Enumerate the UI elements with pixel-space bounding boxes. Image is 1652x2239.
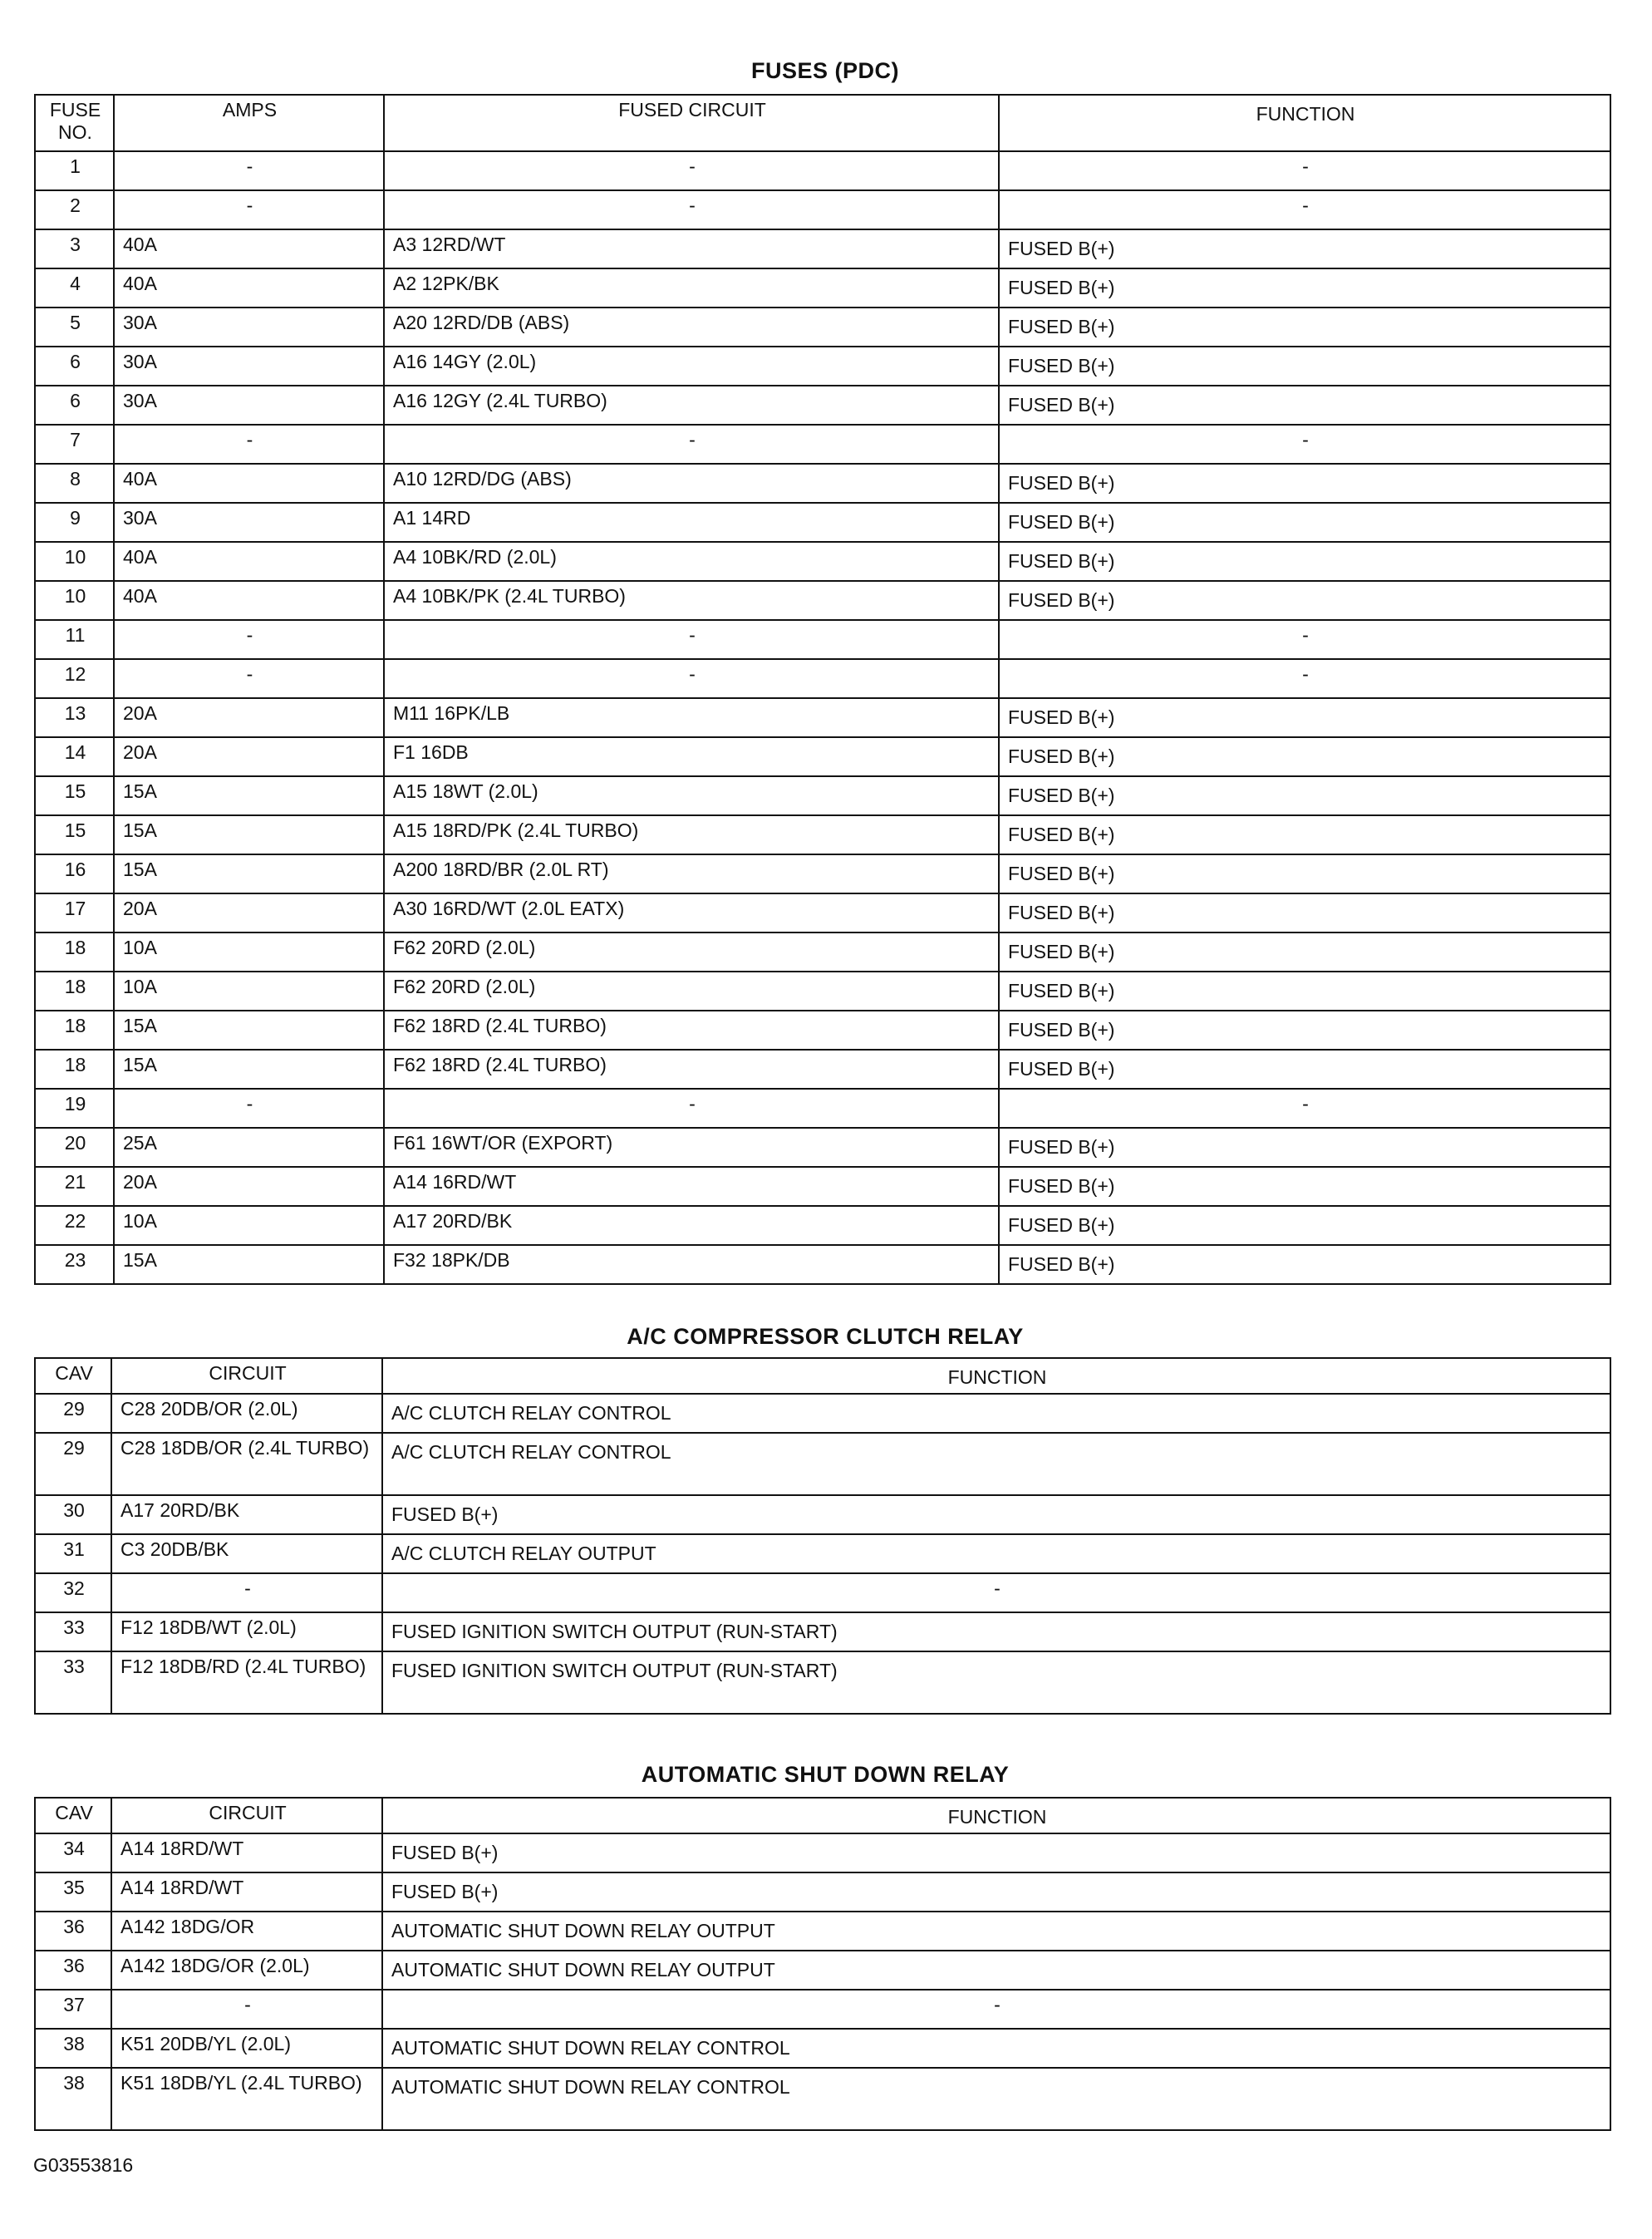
cell-function: - <box>999 425 1610 464</box>
cell-amps: 30A <box>114 347 384 386</box>
cell-amps: - <box>114 190 384 229</box>
cell-fused-circuit: - <box>384 151 999 190</box>
cell-fuse-no: 21 <box>35 1167 114 1206</box>
cell-fused-circuit: A4 10BK/RD (2.0L) <box>384 542 999 581</box>
cell-fuse-no: 6 <box>35 386 114 425</box>
cell-amps: 40A <box>114 542 384 581</box>
cell-amps: 15A <box>114 1011 384 1050</box>
cell-circuit: K51 18DB/YL (2.4L TURBO) <box>111 2068 382 2130</box>
table-row <box>35 1912 1610 1951</box>
cell-function: FUSED B(+) <box>382 1833 1610 1872</box>
cell-function: FUSED B(+) <box>999 1050 1610 1089</box>
table-row <box>35 1011 1610 1050</box>
cell-amps: 20A <box>114 737 384 776</box>
header-cav: CAV <box>35 1798 111 1833</box>
cell-function: FUSED B(+) <box>382 1495 1610 1534</box>
cell-cav: 33 <box>35 1612 111 1651</box>
table-row <box>35 347 1610 386</box>
ac-header-row <box>35 1358 1610 1394</box>
cell-fuse-no: 11 <box>35 620 114 659</box>
cell-amps: - <box>114 425 384 464</box>
cell-function: - <box>382 1990 1610 2029</box>
table-row <box>35 1951 1610 1990</box>
header-circuit: CIRCUIT <box>111 1358 382 1394</box>
table-row <box>35 542 1610 581</box>
cell-amps: 10A <box>114 972 384 1011</box>
header-function: FUNCTION <box>382 1798 1610 1833</box>
table-row <box>35 151 1610 190</box>
cell-amps: - <box>114 1089 384 1128</box>
cell-function: FUSED B(+) <box>999 308 1610 347</box>
cell-fused-circuit: A15 18WT (2.0L) <box>384 776 999 815</box>
table-row <box>35 893 1610 933</box>
cell-amps: 40A <box>114 268 384 308</box>
table-row <box>35 815 1610 854</box>
table-row <box>35 268 1610 308</box>
cell-circuit: - <box>111 1990 382 2029</box>
cell-amps: - <box>114 151 384 190</box>
cell-fused-circuit: A10 12RD/DG (ABS) <box>384 464 999 503</box>
cell-function: FUSED B(+) <box>999 1128 1610 1167</box>
cell-fused-circuit: - <box>384 425 999 464</box>
table-row <box>35 464 1610 503</box>
table-row <box>35 1167 1610 1206</box>
ac-relay-table <box>34 1357 1611 1715</box>
cell-function: FUSED B(+) <box>999 386 1610 425</box>
table-row <box>35 659 1610 698</box>
header-cav: CAV <box>35 1358 111 1394</box>
table-row <box>35 308 1610 347</box>
cell-function: FUSED B(+) <box>999 815 1610 854</box>
cell-function: A/C CLUTCH RELAY CONTROL <box>382 1394 1610 1433</box>
cell-circuit: K51 20DB/YL (2.0L) <box>111 2029 382 2068</box>
cell-fuse-no: 10 <box>35 581 114 620</box>
header-amps: AMPS <box>114 95 384 151</box>
cell-function: FUSED B(+) <box>999 776 1610 815</box>
table-row <box>35 1089 1610 1128</box>
cell-function: FUSED B(+) <box>999 972 1610 1011</box>
cell-fused-circuit: A1 14RD <box>384 503 999 542</box>
cell-fused-circuit: - <box>384 620 999 659</box>
table-row <box>35 1245 1610 1284</box>
cell-function: A/C CLUTCH RELAY OUTPUT <box>382 1534 1610 1573</box>
cell-amps: 10A <box>114 933 384 972</box>
table-row <box>35 190 1610 229</box>
table-row <box>35 1495 1610 1534</box>
cell-fused-circuit: - <box>384 659 999 698</box>
cell-function: - <box>999 1089 1610 1128</box>
cell-amps: 15A <box>114 854 384 893</box>
cell-cav: 36 <box>35 1912 111 1951</box>
cell-fused-circuit: F62 20RD (2.0L) <box>384 933 999 972</box>
cell-function: FUSED B(+) <box>999 933 1610 972</box>
table-row <box>35 1833 1610 1872</box>
cell-amps: 20A <box>114 893 384 933</box>
cell-function: AUTOMATIC SHUT DOWN RELAY OUTPUT <box>382 1912 1610 1951</box>
cell-function: FUSED B(+) <box>999 464 1610 503</box>
figure-code: G03553816 <box>33 2154 134 2176</box>
cell-fused-circuit: - <box>384 1089 999 1128</box>
cell-fused-circuit: F1 16DB <box>384 737 999 776</box>
cell-function: - <box>999 190 1610 229</box>
cell-fuse-no: 6 <box>35 347 114 386</box>
cell-amps: 15A <box>114 815 384 854</box>
table-row <box>35 425 1610 464</box>
cell-fused-circuit: A2 12PK/BK <box>384 268 999 308</box>
table-row <box>35 1573 1610 1612</box>
ac-relay-body <box>35 1394 1610 1714</box>
cell-fused-circuit: M11 16PK/LB <box>384 698 999 737</box>
table-row <box>35 1990 1610 2029</box>
cell-fused-circuit: A16 14GY (2.0L) <box>384 347 999 386</box>
cell-fused-circuit: F62 20RD (2.0L) <box>384 972 999 1011</box>
cell-fuse-no: 16 <box>35 854 114 893</box>
cell-function: FUSED B(+) <box>999 893 1610 933</box>
cell-fuse-no: 22 <box>35 1206 114 1245</box>
cell-amps: 30A <box>114 503 384 542</box>
cell-fused-circuit: F32 18PK/DB <box>384 1245 999 1284</box>
cell-circuit: C3 20DB/BK <box>111 1534 382 1573</box>
cell-fused-circuit: A17 20RD/BK <box>384 1206 999 1245</box>
cell-function: AUTOMATIC SHUT DOWN RELAY CONTROL <box>382 2029 1610 2068</box>
table-row <box>35 229 1610 268</box>
cell-function: - <box>999 151 1610 190</box>
cell-circuit: C28 20DB/OR (2.0L) <box>111 1394 382 1433</box>
cell-cav: 38 <box>35 2068 111 2130</box>
cell-amps: 40A <box>114 229 384 268</box>
cell-cav: 37 <box>35 1990 111 2029</box>
table-row <box>35 1433 1610 1495</box>
cell-amps: 30A <box>114 386 384 425</box>
cell-circuit: - <box>111 1573 382 1612</box>
table-row <box>35 776 1610 815</box>
table-row <box>35 737 1610 776</box>
cell-circuit: F12 18DB/WT (2.0L) <box>111 1612 382 1651</box>
cell-cav: 30 <box>35 1495 111 1534</box>
cell-amps: 40A <box>114 464 384 503</box>
table-row <box>35 933 1610 972</box>
cell-fused-circuit: F61 16WT/OR (EXPORT) <box>384 1128 999 1167</box>
cell-fuse-no: 8 <box>35 464 114 503</box>
cell-amps: 15A <box>114 776 384 815</box>
cell-circuit: A142 18DG/OR <box>111 1912 382 1951</box>
cell-amps: - <box>114 620 384 659</box>
cell-cav: 31 <box>35 1534 111 1573</box>
cell-cav: 36 <box>35 1951 111 1990</box>
cell-circuit: A14 18RD/WT <box>111 1833 382 1872</box>
cell-fuse-no: 15 <box>35 776 114 815</box>
cell-circuit: F12 18DB/RD (2.4L TURBO) <box>111 1651 382 1714</box>
cell-fuse-no: 5 <box>35 308 114 347</box>
fuses-title: FUSES (PDC) <box>750 58 899 83</box>
cell-fuse-no: 12 <box>35 659 114 698</box>
cell-cav: 29 <box>35 1394 111 1433</box>
cell-fuse-no: 15 <box>35 815 114 854</box>
cell-cav: 33 <box>35 1651 111 1714</box>
cell-function: FUSED IGNITION SWITCH OUTPUT (RUN-START) <box>382 1651 1610 1714</box>
cell-amps: 10A <box>114 1206 384 1245</box>
table-row <box>35 2068 1610 2130</box>
cell-function: - <box>999 620 1610 659</box>
cell-function: FUSED B(+) <box>999 503 1610 542</box>
cell-function: FUSED IGNITION SWITCH OUTPUT (RUN-START) <box>382 1612 1610 1651</box>
table-row <box>35 698 1610 737</box>
cell-amps: 30A <box>114 308 384 347</box>
cell-circuit: C28 18DB/OR (2.4L TURBO) <box>111 1433 382 1495</box>
cell-fuse-no: 20 <box>35 1128 114 1167</box>
cell-fuse-no: 17 <box>35 893 114 933</box>
cell-amps: 15A <box>114 1245 384 1284</box>
cell-fuse-no: 18 <box>35 1011 114 1050</box>
header-function: FUNCTION <box>382 1358 1610 1394</box>
header-fused-circuit: FUSED CIRCUIT <box>384 95 999 151</box>
asd-relay-title: AUTOMATIC SHUT DOWN RELAY <box>641 1762 1010 1787</box>
table-row <box>35 854 1610 893</box>
cell-fused-circuit: A16 12GY (2.4L TURBO) <box>384 386 999 425</box>
cell-cav: 38 <box>35 2029 111 2068</box>
cell-function: FUSED B(+) <box>999 268 1610 308</box>
cell-fuse-no: 14 <box>35 737 114 776</box>
cell-fuse-no: 18 <box>35 933 114 972</box>
cell-function: FUSED B(+) <box>999 542 1610 581</box>
header-function: FUNCTION <box>999 95 1610 151</box>
fuses-body <box>35 151 1610 1284</box>
cell-fuse-no: 23 <box>35 1245 114 1284</box>
cell-fuse-no: 7 <box>35 425 114 464</box>
cell-circuit: A17 20RD/BK <box>111 1495 382 1534</box>
cell-function: FUSED B(+) <box>382 1872 1610 1912</box>
table-row <box>35 1612 1610 1651</box>
cell-fused-circuit: A14 16RD/WT <box>384 1167 999 1206</box>
table-row <box>35 972 1610 1011</box>
table-row <box>35 2029 1610 2068</box>
cell-function: FUSED B(+) <box>999 1011 1610 1050</box>
cell-function: FUSED B(+) <box>999 1245 1610 1284</box>
cell-circuit: A142 18DG/OR (2.0L) <box>111 1951 382 1990</box>
cell-amps: 40A <box>114 581 384 620</box>
cell-cav: 32 <box>35 1573 111 1612</box>
cell-fused-circuit: A20 12RD/DB (ABS) <box>384 308 999 347</box>
cell-function: FUSED B(+) <box>999 1206 1610 1245</box>
cell-function: FUSED B(+) <box>999 581 1610 620</box>
cell-function: - <box>999 659 1610 698</box>
cell-fuse-no: 18 <box>35 1050 114 1089</box>
cell-function: FUSED B(+) <box>999 854 1610 893</box>
table-row <box>35 1651 1610 1714</box>
cell-fused-circuit: A30 16RD/WT (2.0L EATX) <box>384 893 999 933</box>
table-row <box>35 1872 1610 1912</box>
table-row <box>35 581 1610 620</box>
cell-fuse-no: 4 <box>35 268 114 308</box>
cell-cav: 34 <box>35 1833 111 1872</box>
cell-fuse-no: 3 <box>35 229 114 268</box>
table-row <box>35 620 1610 659</box>
fuses-table <box>34 94 1611 1285</box>
cell-fuse-no: 2 <box>35 190 114 229</box>
header-circuit: CIRCUIT <box>111 1798 382 1833</box>
cell-cav: 29 <box>35 1433 111 1495</box>
cell-function: FUSED B(+) <box>999 229 1610 268</box>
cell-fused-circuit: A200 18RD/BR (2.0L RT) <box>384 854 999 893</box>
cell-function: - <box>382 1573 1610 1612</box>
cell-fused-circuit: A15 18RD/PK (2.4L TURBO) <box>384 815 999 854</box>
table-row <box>35 1206 1610 1245</box>
cell-function: AUTOMATIC SHUT DOWN RELAY CONTROL <box>382 2068 1610 2130</box>
cell-amps: 25A <box>114 1128 384 1167</box>
table-row <box>35 1128 1610 1167</box>
table-row <box>35 503 1610 542</box>
cell-fused-circuit: - <box>384 190 999 229</box>
cell-fused-circuit: F62 18RD (2.4L TURBO) <box>384 1050 999 1089</box>
asd-relay-table <box>34 1797 1611 2131</box>
table-row <box>35 1394 1610 1433</box>
cell-amps: 20A <box>114 1167 384 1206</box>
cell-fused-circuit: A4 10BK/PK (2.4L TURBO) <box>384 581 999 620</box>
cell-function: FUSED B(+) <box>999 347 1610 386</box>
asd-relay-body <box>35 1833 1610 2130</box>
asd-header-row <box>35 1798 1610 1833</box>
cell-fused-circuit: F62 18RD (2.4L TURBO) <box>384 1011 999 1050</box>
cell-circuit: A14 18RD/WT <box>111 1872 382 1912</box>
cell-cav: 35 <box>35 1872 111 1912</box>
cell-function: FUSED B(+) <box>999 698 1610 737</box>
ac-relay-title: A/C COMPRESSOR CLUTCH RELAY <box>627 1324 1024 1349</box>
table-row <box>35 386 1610 425</box>
fuses-header-row <box>35 95 1610 151</box>
table-row <box>35 1050 1610 1089</box>
cell-fuse-no: 18 <box>35 972 114 1011</box>
header-fuse-no: FUSE NO. <box>35 95 114 151</box>
cell-fuse-no: 9 <box>35 503 114 542</box>
cell-fuse-no: 19 <box>35 1089 114 1128</box>
cell-function: AUTOMATIC SHUT DOWN RELAY OUTPUT <box>382 1951 1610 1990</box>
table-row <box>35 1534 1610 1573</box>
cell-amps: 15A <box>114 1050 384 1089</box>
cell-function: FUSED B(+) <box>999 1167 1610 1206</box>
cell-amps: - <box>114 659 384 698</box>
cell-fused-circuit: A3 12RD/WT <box>384 229 999 268</box>
cell-amps: 20A <box>114 698 384 737</box>
cell-fuse-no: 13 <box>35 698 114 737</box>
cell-fuse-no: 1 <box>35 151 114 190</box>
cell-fuse-no: 10 <box>35 542 114 581</box>
cell-function: A/C CLUTCH RELAY CONTROL <box>382 1433 1610 1495</box>
cell-function: FUSED B(+) <box>999 737 1610 776</box>
